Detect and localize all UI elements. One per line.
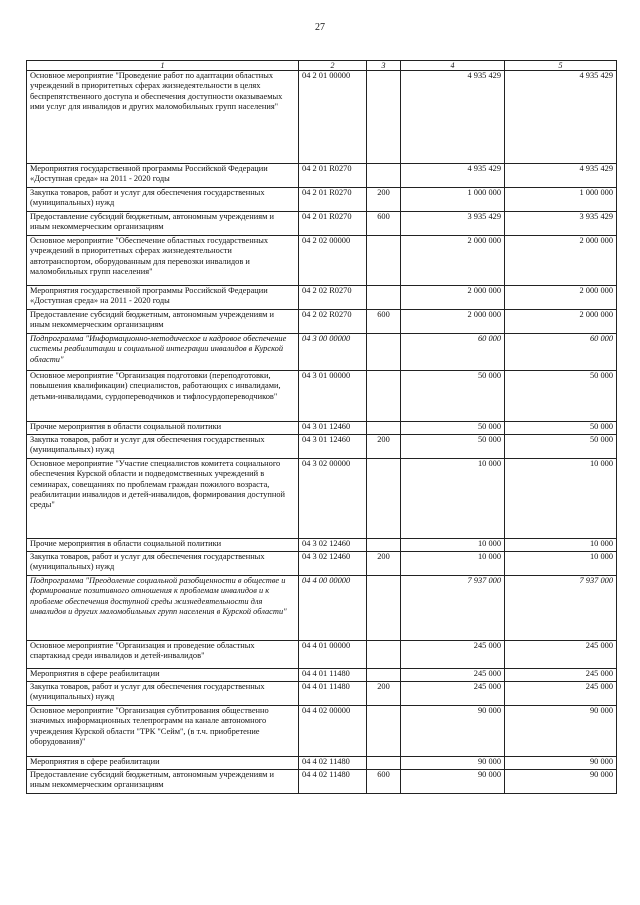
table-row (27, 435, 617, 459)
row-code: 04 4 02 11480 (299, 770, 367, 794)
page-number: 27 (315, 22, 325, 33)
row-expense-type (367, 459, 401, 539)
column-header-3: 3 (367, 61, 401, 71)
row-amount-col5: 10 000 (505, 539, 617, 552)
row-amount-col4: 2 000 000 (401, 286, 505, 310)
column-header-5: 5 (505, 61, 617, 71)
row-code: 04 2 01 00000 (299, 71, 367, 164)
table-row (27, 286, 617, 310)
row-code: 04 4 01 11480 (299, 682, 367, 706)
row-amount-col5: 10 000 (505, 459, 617, 539)
row-name: Мероприятия государственной программы Российской Федерации «Доступная среда» на 2011 - 2020 годы (27, 286, 299, 310)
row-amount-col5: 2 000 000 (505, 310, 617, 334)
row-amount-col4: 2 000 000 (401, 236, 505, 286)
row-name: Основное мероприятие "Организация субтитрования общественно значимых информационных телепрограмм на канале автономного учреждения Курской области "ТРК "Сейм", (в т.ч. приобретение оборудования)" (27, 706, 299, 757)
table-row (27, 422, 617, 435)
table-row (27, 371, 617, 422)
row-expense-type: 600 (367, 212, 401, 236)
row-name: Прочие мероприятия в области социальной политики (27, 539, 299, 552)
row-name: Предоставление субсидий бюджетным, автономным учреждениям и иным некоммерческим организациям (27, 212, 299, 236)
header-row (27, 61, 617, 71)
row-code: 04 4 01 11480 (299, 669, 367, 682)
row-expense-type: 200 (367, 435, 401, 459)
row-expense-type (367, 236, 401, 286)
table-row (27, 757, 617, 770)
table-row (27, 212, 617, 236)
row-expense-type: 600 (367, 770, 401, 794)
row-expense-type (367, 539, 401, 552)
row-expense-type (367, 371, 401, 422)
row-code: 04 2 01 R0270 (299, 188, 367, 212)
row-code: 04 3 02 12460 (299, 539, 367, 552)
table-row (27, 576, 617, 641)
row-amount-col5: 3 935 429 (505, 212, 617, 236)
row-name: Мероприятия в сфере реабилитации (27, 757, 299, 770)
row-name: Подпрограмма "Информационно-методическое и кадровое обеспечение системы реабилитации и социальной интеграции инвалидов в Курской области" (27, 334, 299, 371)
table-row (27, 669, 617, 682)
row-expense-type (367, 71, 401, 164)
row-expense-type: 200 (367, 188, 401, 212)
row-code: 04 2 02 R0270 (299, 286, 367, 310)
row-amount-col4: 90 000 (401, 706, 505, 757)
row-expense-type (367, 334, 401, 371)
row-amount-col4: 245 000 (401, 669, 505, 682)
row-expense-type (367, 164, 401, 188)
row-amount-col4: 245 000 (401, 641, 505, 669)
row-expense-type (367, 422, 401, 435)
table-row (27, 164, 617, 188)
row-code: 04 4 01 00000 (299, 641, 367, 669)
row-code: 04 3 02 12460 (299, 552, 367, 576)
table-row (27, 641, 617, 669)
column-header-1: 1 (27, 61, 299, 71)
row-expense-type (367, 706, 401, 757)
row-code: 04 3 01 00000 (299, 371, 367, 422)
row-expense-type: 200 (367, 682, 401, 706)
row-expense-type (367, 286, 401, 310)
row-amount-col4: 60 000 (401, 334, 505, 371)
row-amount-col4: 3 935 429 (401, 212, 505, 236)
row-amount-col5: 7 937 000 (505, 576, 617, 641)
table-row (27, 682, 617, 706)
row-amount-col5: 60 000 (505, 334, 617, 371)
row-name: Основное мероприятие "Проведение работ по адаптации областных учреждений в приоритетных сферах жизнедеятельности в целях беспрепятственного доступа и обеспечения доступности оказываемых ими услуг для инвалидов и других маломобильных групп населения" (27, 71, 299, 164)
row-name: Мероприятия в сфере реабилитации (27, 669, 299, 682)
row-name: Предоставление субсидий бюджетным, автономным учреждениям и иным некоммерческим организациям (27, 310, 299, 334)
row-name: Мероприятия государственной программы Российской Федерации «Доступная среда» на 2011 - 2020 годы (27, 164, 299, 188)
row-code: 04 3 00 00000 (299, 334, 367, 371)
row-amount-col5: 50 000 (505, 422, 617, 435)
table-body (27, 71, 617, 794)
table-row (27, 334, 617, 371)
row-code: 04 4 00 00000 (299, 576, 367, 641)
row-code: 04 2 01 R0270 (299, 212, 367, 236)
table-row (27, 459, 617, 539)
row-name: Предоставление субсидий бюджетным, автономным учреждениям и иным некоммерческим организациям (27, 770, 299, 794)
row-amount-col4: 1 000 000 (401, 188, 505, 212)
row-amount-col5: 4 935 429 (505, 71, 617, 164)
row-amount-col5: 2 000 000 (505, 286, 617, 310)
row-name: Закупка товаров, работ и услуг для обеспечения государственных (муниципальных) нужд (27, 552, 299, 576)
row-expense-type: 200 (367, 552, 401, 576)
table-row (27, 188, 617, 212)
row-amount-col5: 245 000 (505, 682, 617, 706)
row-code: 04 4 02 11480 (299, 757, 367, 770)
row-name: Основное мероприятие "Обеспечение областных государственных учреждений в приоритетных сферах жизнедеятельности автотранспортом, оборудованным для перевозки инвалидов и маломобильных групп населения" (27, 236, 299, 286)
row-code: 04 2 02 R0270 (299, 310, 367, 334)
row-amount-col5: 50 000 (505, 435, 617, 459)
row-code: 04 4 02 00000 (299, 706, 367, 757)
row-name: Подпрограмма "Преодоление социальной разобщенности в обществе и формирование позитивного отношения к проблемам инвалидов и к проблеме обеспечения доступной среды жизнедеятельности для инвалидов и других маломобильных групп населения в Курской области" (27, 576, 299, 641)
table-row (27, 552, 617, 576)
row-name: Основное мероприятие "Участие специалистов комитета социального обеспечения Курской области и подведомственных учреждений в семинарах, совещаниях по проблемам граждан пожилого возраста, реабилитации инвалидов и детей-инвалидов, формирования доступной среды" (27, 459, 299, 539)
row-amount-col4: 90 000 (401, 757, 505, 770)
row-amount-col5: 1 000 000 (505, 188, 617, 212)
table-row (27, 539, 617, 552)
row-expense-type (367, 669, 401, 682)
row-amount-col4: 10 000 (401, 552, 505, 576)
row-code: 04 3 02 00000 (299, 459, 367, 539)
row-amount-col5: 50 000 (505, 371, 617, 422)
row-amount-col5: 90 000 (505, 757, 617, 770)
table-row (27, 310, 617, 334)
row-code: 04 2 01 R0270 (299, 164, 367, 188)
table-row (27, 71, 617, 164)
table-row (27, 706, 617, 757)
row-amount-col4: 90 000 (401, 770, 505, 794)
row-amount-col5: 4 935 429 (505, 164, 617, 188)
row-amount-col5: 90 000 (505, 706, 617, 757)
row-amount-col4: 10 000 (401, 459, 505, 539)
column-header-2: 2 (299, 61, 367, 71)
row-expense-type (367, 641, 401, 669)
row-amount-col4: 50 000 (401, 422, 505, 435)
row-amount-col5: 90 000 (505, 770, 617, 794)
row-amount-col4: 2 000 000 (401, 310, 505, 334)
column-header-4: 4 (401, 61, 505, 71)
row-amount-col4: 4 935 429 (401, 164, 505, 188)
table-row (27, 770, 617, 794)
row-amount-col4: 245 000 (401, 682, 505, 706)
row-amount-col4: 4 935 429 (401, 71, 505, 164)
row-code: 04 3 01 12460 (299, 435, 367, 459)
row-amount-col4: 50 000 (401, 435, 505, 459)
row-amount-col4: 50 000 (401, 371, 505, 422)
row-expense-type: 600 (367, 310, 401, 334)
row-expense-type (367, 757, 401, 770)
budget-table (26, 60, 617, 794)
row-amount-col4: 10 000 (401, 539, 505, 552)
row-amount-col5: 245 000 (505, 641, 617, 669)
row-amount-col4: 7 937 000 (401, 576, 505, 641)
row-name: Основное мероприятие "Организация и проведение областных спартакиад среди инвалидов и детей-инвалидов" (27, 641, 299, 669)
row-code: 04 2 02 00000 (299, 236, 367, 286)
row-amount-col5: 245 000 (505, 669, 617, 682)
row-amount-col5: 10 000 (505, 552, 617, 576)
row-name: Закупка товаров, работ и услуг для обеспечения государственных (муниципальных) нужд (27, 188, 299, 212)
row-expense-type (367, 576, 401, 641)
row-code: 04 3 01 12460 (299, 422, 367, 435)
row-name: Закупка товаров, работ и услуг для обеспечения государственных (муниципальных) нужд (27, 682, 299, 706)
row-name: Закупка товаров, работ и услуг для обеспечения государственных (муниципальных) нужд (27, 435, 299, 459)
row-amount-col5: 2 000 000 (505, 236, 617, 286)
table-row (27, 236, 617, 286)
row-name: Прочие мероприятия в области социальной политики (27, 422, 299, 435)
row-name: Основное мероприятие "Организация подготовки (переподготовки, повышения квалификации) специалистов, работающих с инвалидами, детьми-инвалидами, сурдопереводчиков и тифлосурдопереводчиков" (27, 371, 299, 422)
